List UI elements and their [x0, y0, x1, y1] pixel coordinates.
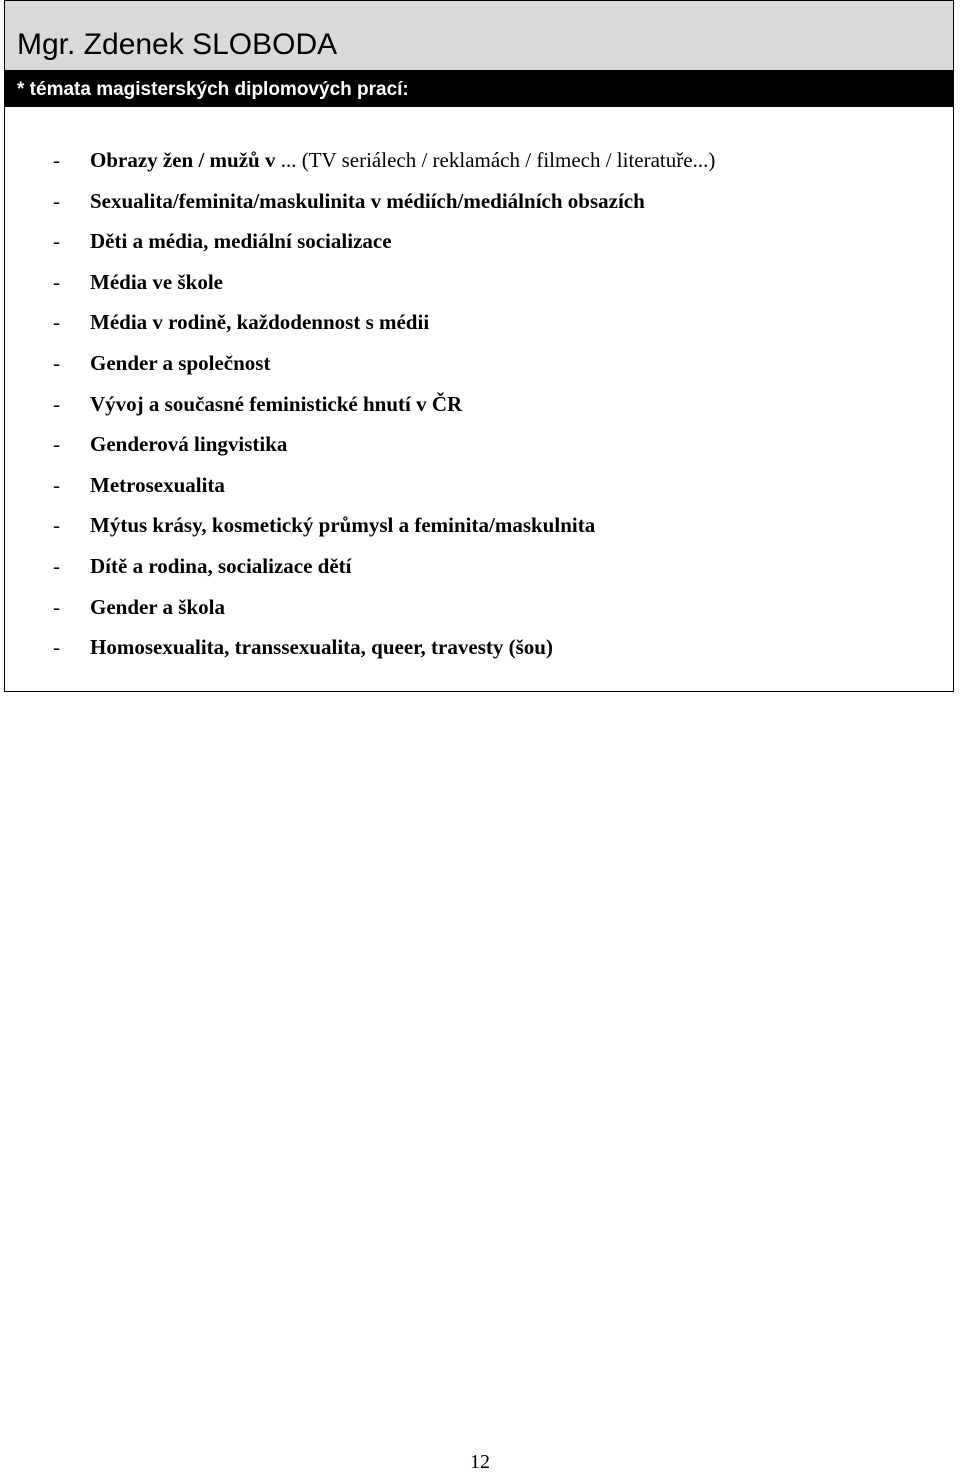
topic-text	[90, 505, 595, 545]
topic-text	[90, 384, 462, 424]
topic-text-bold: Obrazy žen / mužů v	[90, 148, 276, 172]
topic-text	[90, 465, 225, 505]
list-bullet: -	[53, 310, 60, 335]
topic-text	[90, 627, 553, 667]
topic-text-bold: Sexualita/feminita/maskulinita v médiích/mediálních obsazích	[90, 188, 645, 213]
topic-text	[90, 140, 715, 180]
topic-text	[90, 262, 223, 302]
topic-text-normal: ... (TV seriálech / reklamách / filmech / literatuře...)	[275, 148, 716, 172]
topic-text-bold: Mýtus krásy, kosmetický průmysl a feminita/maskulnita	[90, 513, 596, 538]
section-subtitle: * témata magisterských diplomových prací:	[17, 79, 409, 100]
name-header-bar	[5, 1, 953, 71]
topics-box	[4, 0, 954, 692]
topic-text-bold: Gender a společnost	[90, 350, 271, 375]
topic-text	[90, 424, 287, 464]
topic-text-bold: Média v rodině, každodennost s médii	[90, 310, 430, 335]
page-number: 12	[470, 1451, 490, 1473]
list-bullet: -	[53, 472, 60, 497]
list-bullet: -	[53, 553, 60, 578]
list-bullet: -	[53, 350, 60, 375]
subtitle-bar	[5, 71, 953, 107]
topic-text	[90, 587, 225, 627]
topic-text-bold: Děti a média, mediální socializace	[90, 229, 392, 254]
list-bullet: -	[53, 594, 60, 619]
topic-text-bold: Gender a škola	[90, 594, 225, 619]
topic-text	[90, 302, 429, 342]
topic-text-bold: Homosexualita, transsexualita, queer, travesty (šou)	[90, 635, 553, 660]
list-bullet: -	[53, 188, 60, 213]
list-bullet: -	[53, 229, 60, 254]
list-bullet: -	[53, 635, 60, 660]
topic-text-bold: Vývoj a současné feministické hnutí v ČR	[90, 391, 463, 416]
list-bullet: -	[53, 148, 60, 172]
topic-text-bold: Dítě a rodina, socializace dětí	[90, 553, 352, 578]
topic-text-bold: Média ve škole	[90, 269, 223, 294]
topic-text	[90, 546, 352, 586]
list-bullet: -	[53, 513, 60, 538]
topic-text-bold: Metrosexualita	[90, 472, 225, 497]
list-bullet: -	[53, 391, 60, 416]
topic-text	[90, 343, 270, 383]
topic-text-bold: Genderová lingvistika	[90, 432, 288, 457]
topic-text	[90, 221, 392, 261]
list-bullet: -	[53, 269, 60, 294]
list-bullet: -	[53, 432, 60, 457]
topic-text	[90, 181, 645, 221]
supervisor-name: Mgr. Zdenek SLOBODA	[17, 28, 338, 61]
